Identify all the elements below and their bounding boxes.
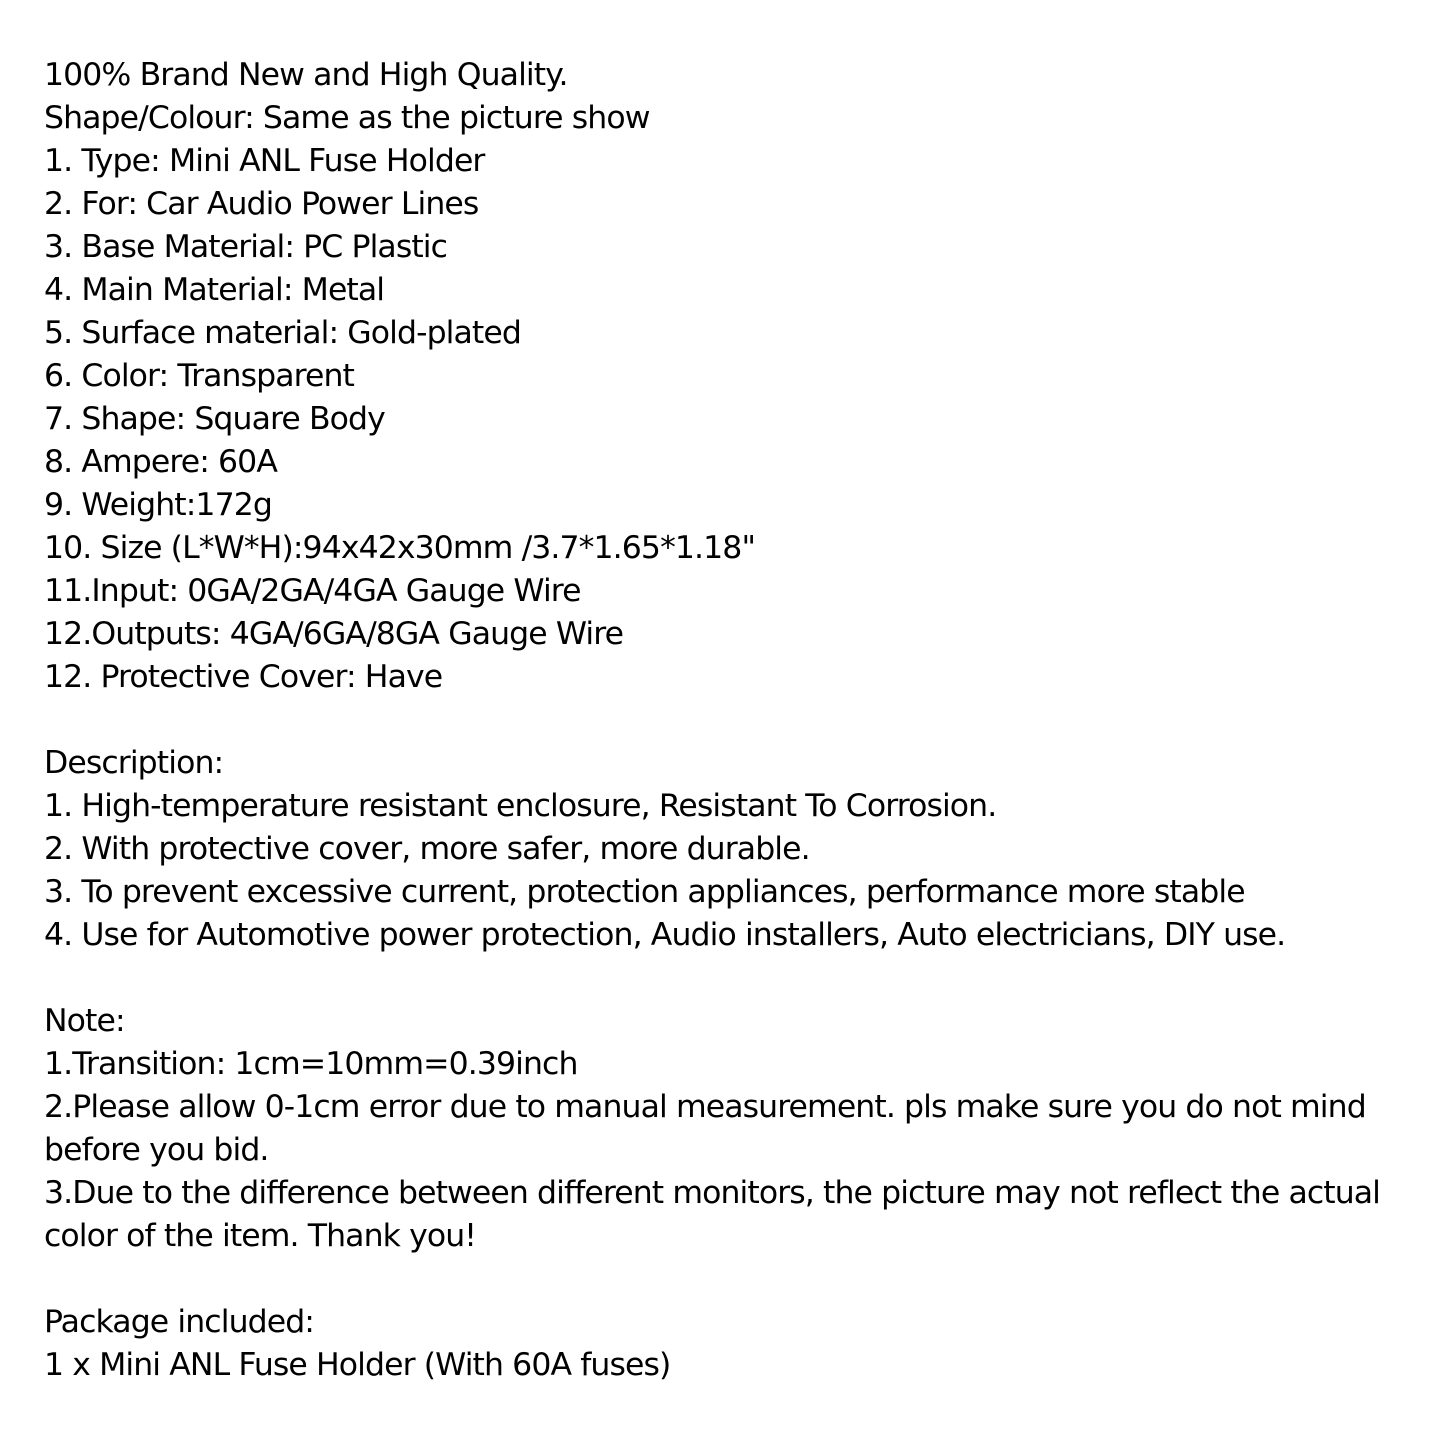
package-section <box>44 1301 1419 1387</box>
spec-item: 12. Protective Cover: Have <box>44 659 443 695</box>
spec-item: 2. For: Car Audio Power Lines <box>44 186 479 222</box>
spec-item: 1. Type: Mini ANL Fuse Holder <box>44 143 485 179</box>
section-gap <box>44 699 1419 742</box>
description-item: 3. To prevent excessive current, protection appliances, performance more stable <box>44 874 1245 910</box>
description-item: 2. With protective cover, more safer, more durable. <box>44 831 810 867</box>
spec-item: 9. Weight:172g <box>44 487 272 523</box>
product-description-document <box>44 54 1419 1387</box>
spec-item: 7. Shape: Square Body <box>44 401 385 437</box>
intro-line: Shape/Colour: Same as the picture show <box>44 100 650 136</box>
description-item: 1. High-temperature resistant enclosure, Resistant To Corrosion. <box>44 788 997 824</box>
spec-item: 5. Surface material: Gold-plated <box>44 315 521 351</box>
spec-item: 8. Ampere: 60A <box>44 444 277 480</box>
specs-list <box>44 140 1419 699</box>
section-gap <box>44 1258 1419 1301</box>
note-section <box>44 1000 1419 1258</box>
description-heading: Description: <box>44 745 224 781</box>
spec-item: 11.Input: 0GA/2GA/4GA Gauge Wire <box>44 573 581 609</box>
package-item: 1 x Mini ANL Fuse Holder (With 60A fuses) <box>44 1347 671 1383</box>
spec-item: 6. Color: Transparent <box>44 358 354 394</box>
note-item: 3.Due to the difference between different monitors, the picture may not reflect the actual color of the item. Thank you! <box>44 1175 1381 1254</box>
section-gap <box>44 957 1419 1000</box>
description-section <box>44 742 1419 957</box>
note-heading: Note: <box>44 1003 125 1039</box>
spec-item: 4. Main Material: Metal <box>44 272 385 308</box>
note-item: 1.Transition: 1cm=10mm=0.39inch <box>44 1046 578 1082</box>
intro-section <box>44 54 1419 140</box>
note-item: 2.Please allow 0-1cm error due to manual measurement. pls make sure you do not mind before you bid. <box>44 1089 1366 1168</box>
spec-item: 10. Size (L*W*H):94x42x30mm /3.7*1.65*1.18" <box>44 530 756 566</box>
description-item: 4. Use for Automotive power protection, Audio installers, Auto electricians, DIY use. <box>44 917 1286 953</box>
package-heading: Package included: <box>44 1304 315 1340</box>
spec-item: 12.Outputs: 4GA/6GA/8GA Gauge Wire <box>44 616 624 652</box>
intro-line: 100% Brand New and High Quality. <box>44 57 568 93</box>
spec-item: 3. Base Material: PC Plastic <box>44 229 448 265</box>
